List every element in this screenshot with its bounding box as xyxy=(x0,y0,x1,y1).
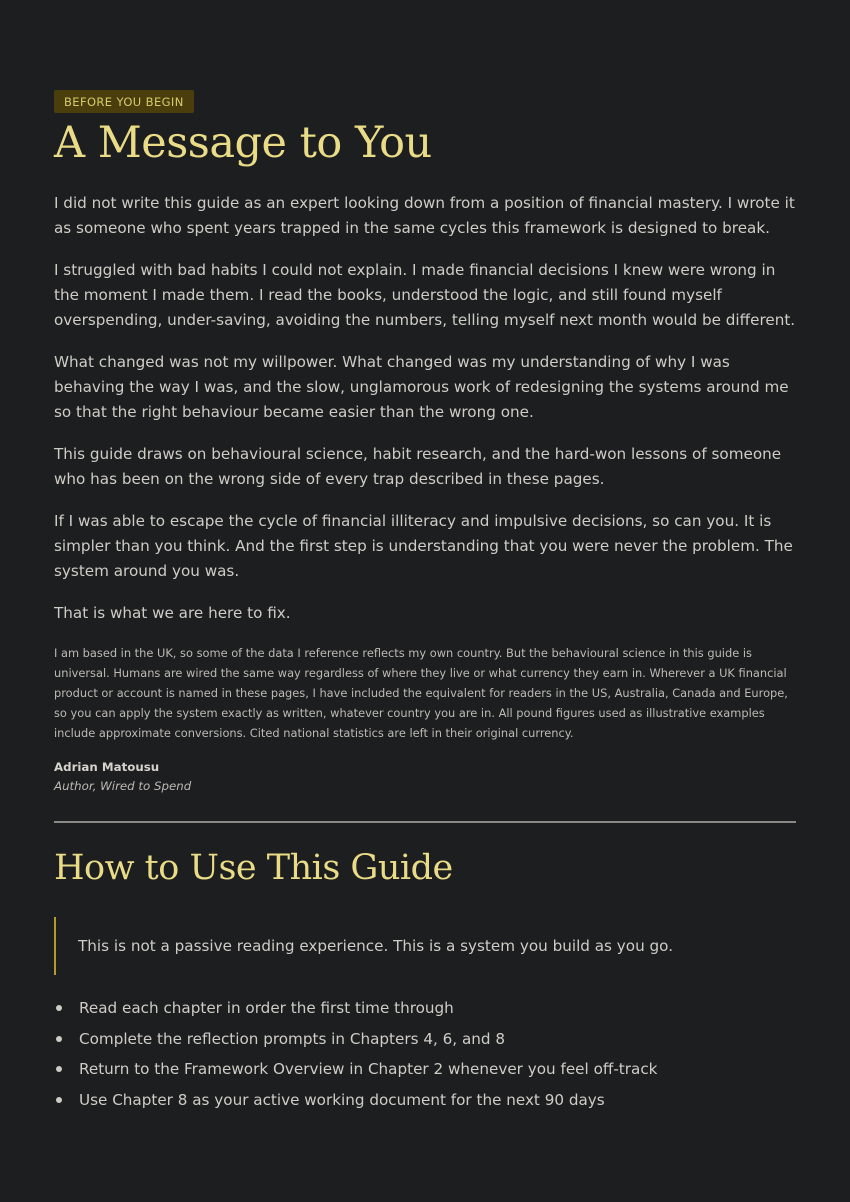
intro-paragraph-6: That is what we are here to fix. xyxy=(54,604,291,622)
list-item-text: Complete the reflection prompts in Chapters 4, 6, and 8 xyxy=(79,1029,506,1048)
bullet-icon xyxy=(56,1066,62,1072)
section-title: How to Use This Guide xyxy=(54,848,453,888)
bullet-icon xyxy=(56,1097,62,1103)
intro-paragraph-5: If I was able to escape the cycle of financial illiteracy and impulsive decisions, so can you. It is simpler than you think. And the first step is understanding that you were never the problem. The system around you was. xyxy=(54,512,793,580)
location-note: I am based in the UK, so some of the data I reference reflects my own country. But the behavioural science in this guide is universal. Humans are wired the same way regardless of where they live or what currency they earn in. Wherever a UK financial product or account is named in these pages, I have included the equivalent for readers in the US, Australia, Canada and Europe, so you can apply the system exactly as written, whatever country you are in. All pound figures used as illustrative examples include approximate conversions. Cited national statistics are left in their original currency. xyxy=(54,646,788,740)
document-page xyxy=(54,90,796,1115)
list-item xyxy=(54,1085,796,1116)
intro-paragraph-4: This guide draws on behavioural science, habit research, and the hard-won lessons of someone who has been on the wrong side of every trap described in these pages. xyxy=(54,445,782,488)
signature-block xyxy=(54,758,796,796)
list-item-text: Read each chapter in order the first time through xyxy=(79,999,454,1017)
bullet-icon xyxy=(56,1005,62,1011)
author-name: Adrian Matousu xyxy=(54,760,160,774)
intro-paragraph-1: I did not write this guide as an expert looking down from a position of financial mastery. I wrote it as someone who spent years trapped in the same cycles this framework is designed to break. xyxy=(54,194,795,237)
intro-paragraph-2: I struggled with bad habits I could not explain. I made financial decisions I knew were wrong in the moment I made them. I read the books, understood the logic, and still found myself overspending, under-saving, avoiding the numbers, telling myself next month would be different. xyxy=(54,261,796,329)
bullet-icon xyxy=(56,1036,62,1042)
section-badge: BEFORE YOU BEGIN xyxy=(54,90,194,113)
list-item xyxy=(54,1054,796,1085)
list-item-text: Use Chapter 8 as your active working document for the next 90 days xyxy=(79,1090,605,1109)
page-title: A Message to You xyxy=(54,118,432,168)
author-role: Author, Wired to Spend xyxy=(54,779,192,793)
list-item xyxy=(54,993,796,1024)
callout-quote: This is not a passive reading experience. This is a system you build as you go. xyxy=(54,917,796,975)
steps-list xyxy=(54,993,796,1115)
intro-paragraph-3: What changed was not my willpower. What changed was my understanding of why I was behaving the way I was, and the slow, unglamorous work of redesigning the systems around me so that the right behaviour became easier than the wrong one. xyxy=(54,353,789,421)
list-item-text: Return to the Framework Overview in Chapter 2 whenever you feel off-track xyxy=(79,1060,658,1078)
section-divider xyxy=(54,821,796,823)
list-item xyxy=(54,1024,796,1055)
